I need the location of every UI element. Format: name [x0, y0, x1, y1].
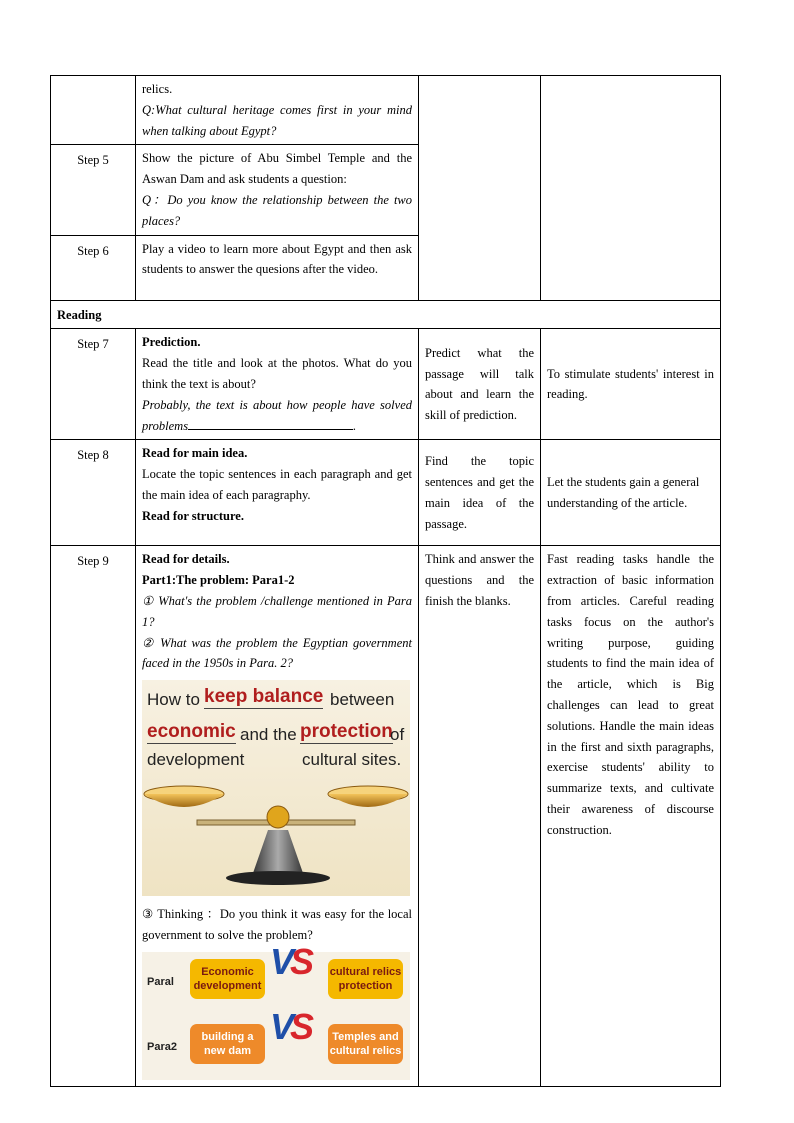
- table-row: [51, 329, 721, 440]
- vs-para1-left: Economic development: [190, 959, 265, 999]
- step7-answer: [142, 395, 412, 437]
- scale-icon: [142, 680, 410, 896]
- step8-heading2: Read for structure.: [142, 508, 244, 523]
- step8-purpose: Let the students gain a general understanding of the article.: [541, 440, 721, 546]
- step-label: Step 9: [51, 546, 136, 1087]
- vs-image: [142, 940, 410, 1080]
- activity-cell: [419, 76, 541, 301]
- balance-how-to: How to: [147, 690, 200, 710]
- table-row: [51, 440, 721, 546]
- vs-icon: VS: [270, 1005, 311, 1047]
- step7-heading: Prediction.: [142, 335, 201, 350]
- step-label: Step 5: [51, 145, 136, 235]
- step8-text: Locate the topic sentences in each paragraph and get the main idea of each paragraphy.: [142, 467, 412, 502]
- step-label: Step 7: [51, 329, 136, 440]
- step9-part: Part1:The problem: Para1-2: [142, 573, 295, 588]
- balance-cultural-sites: cultural sites.: [302, 750, 402, 770]
- lesson-plan-table: [50, 75, 721, 1087]
- balance-of: of: [390, 725, 405, 745]
- step9-purpose: Fast reading tasks handle the extraction of basic information from articles. Careful reading tasks focus on the author's writing purpose, guiding students to find the main idea of the article, which is Big challenges can lead to great solutions. Handle the main ideas in the first and sixth paragraphs, exercise students' ability to summarize texts, and cultivate their awareness of discourse construction.: [541, 546, 721, 1087]
- section-title: Reading: [51, 300, 721, 329]
- step7-answer-lead: Probably, the text is about how people have solved problems: [142, 397, 412, 433]
- step-label: Step 8: [51, 440, 136, 546]
- step8-heading: Read for main idea.: [142, 446, 248, 461]
- step6-text: Play a video to learn more about Egypt and then ask students to answer the quesions after the video.: [136, 235, 419, 300]
- balance-development: development: [147, 750, 245, 770]
- step5-question: Q：Do you know the relationship between the two places?: [142, 192, 412, 228]
- balance-economic: economic: [147, 721, 236, 743]
- purpose-cell: [541, 76, 721, 301]
- vs-para1-label: Paral: [147, 975, 174, 988]
- intro-text: relics.: [142, 82, 173, 96]
- balance-protection: protection: [300, 721, 393, 743]
- step9-heading: Read for details.: [142, 552, 230, 567]
- balance-keep-balance: keep balance: [204, 686, 324, 708]
- content-cell: [136, 329, 419, 440]
- step9-q2: ② What was the problem the Egyptian government faced in the 1950s in Para. 2?: [142, 635, 412, 671]
- step-cell: [51, 76, 136, 145]
- section-row: [51, 300, 721, 329]
- step7-activity: Predict what the passage will talk about and learn the skill of prediction.: [419, 329, 541, 440]
- step5-text: Show the picture of Abu Simbel Temple and the Aswan Dam and ask students a question:: [142, 151, 412, 187]
- step9-q1: ① What's the problem /challenge mentioned in Para 1?: [142, 593, 412, 629]
- intro-question: Q:What cultural heritage comes first in your mind when talking about Egypt?: [142, 102, 412, 138]
- balance-and-the: and the: [240, 725, 297, 745]
- vs-para1-right: cultural relics protection: [328, 959, 403, 999]
- content-cell: [136, 440, 419, 546]
- step-label: Step 6: [51, 235, 136, 300]
- vs-icon: VS: [270, 940, 311, 982]
- balance-between: between: [330, 690, 395, 710]
- content-cell: [136, 145, 419, 235]
- step7-purpose: To stimulate students' interest in reading.: [541, 329, 721, 440]
- step9-activity: Think and answer the questions and the finish the blanks.: [419, 546, 541, 1087]
- balance-image: [142, 680, 410, 896]
- vs-para2-label: Para2: [147, 1040, 177, 1053]
- content-cell: [136, 76, 419, 145]
- vs-para2-right: Temples and cultural relics: [328, 1024, 403, 1064]
- step8-activity: Find the topic sentences and get the main idea of the passage.: [419, 440, 541, 546]
- vs-para2-left: building a new dam: [190, 1024, 265, 1064]
- step7-text: Read the title and look at the photos. What do you think the text is about?: [142, 356, 412, 391]
- step7-answer-end: .: [353, 418, 357, 433]
- content-cell: [136, 546, 419, 1087]
- step9-q3: ③ Thinking ：Do you think it was easy for the local government to solve the problem?: [142, 907, 412, 942]
- table-row: [51, 76, 721, 145]
- answer-blank: [188, 417, 353, 430]
- table-row: [51, 546, 721, 1087]
